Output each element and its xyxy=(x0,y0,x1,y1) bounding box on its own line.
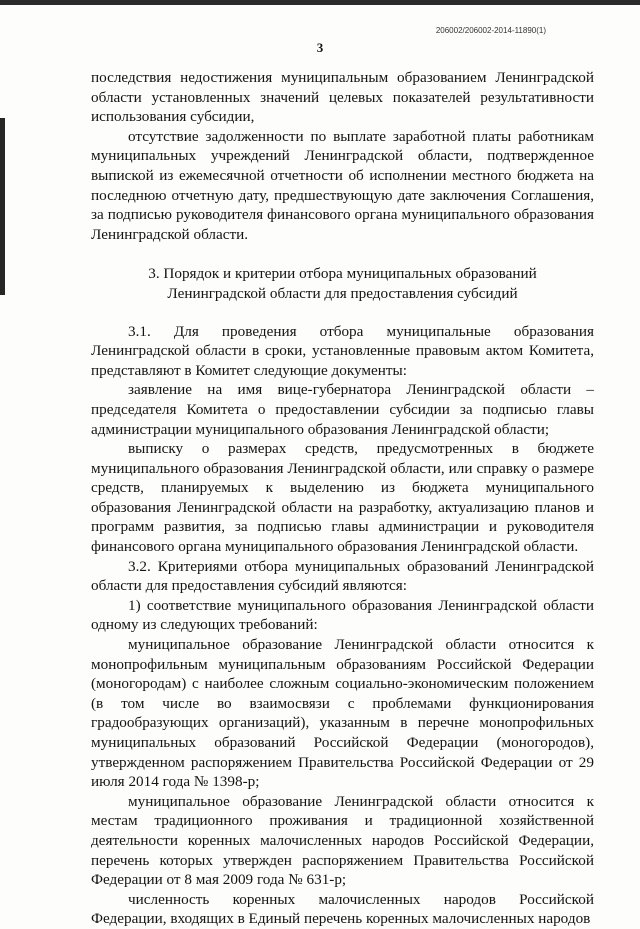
section-title-line-1: 3. Порядок и критерии отбора муниципальных образований xyxy=(148,265,537,283)
document-body xyxy=(91,68,594,929)
paragraph: последствия недостижения муниципальным образованием Ленинградской области установленных значений целевых показателей результативности использования субсидии, xyxy=(91,69,594,126)
paragraph: муниципальное образование Ленинградской области относится к монопрофильным муниципальным образованиям Российской Федерации (моногородам) с наиболее сложным социально-экономическим положением (в том числе во взаимосвязи с проблемами функционирования градообразующих организаций), указанным в перечне монопрофильных муниципальных образований Российской Федерации (моногородов), утвержденном распоряжением Правительства Российской Федерации от 29 июля 2014 года № 1398-р; xyxy=(91,636,594,791)
page-number: 3 xyxy=(316,40,324,55)
paragraph: 3.2. Критериями отбора муниципальных образований Ленинградской области для предоставления субсидий являются: xyxy=(91,557,594,595)
paragraph: муниципальное образование Ленинградской области относится к местам традиционного проживания и традиционной хозяйственной деятельности коренных малочисленных народов Российской Федерации, перечень которых утвержден распоряжением Правительства Российской Федерации от 8 мая 2009 года № 631-р; xyxy=(91,792,594,889)
paragraph: отсутствие задолженности по выплате заработной платы работникам муниципальных учреждений Ленинградской области, подтвержденное выпиской из ежемесячной отчетности об исполнении местного бюджета на последнюю отчетную дату, предшествующую дате заключения Соглашения, за подписью руководителя финансового органа муниципального образования Ленинградской области. xyxy=(91,127,594,243)
section-title xyxy=(91,264,594,303)
paragraph: заявление на имя вице-губернатора Ленинградской области – председателя Комитета о предоставлении субсидии за подписью главы администрации муниципального образования Ленинградской области; xyxy=(91,381,594,438)
section-title-line-2: Ленинградской области для предоставления субсидий xyxy=(167,284,518,302)
document-code: 206002/206002-2014-11890(1) xyxy=(435,26,546,35)
left-margin-mark xyxy=(0,118,5,295)
paragraph: выписку о размерах средств, предусмотренных в бюджете муниципального образования Ленинградской области, или справку о размере средств, планируемых к выделению из бюджета муниципального образования Ленинградской области на разработку, актуализацию планов и программ развития, за подписью главы администрации и руководителя финансового органа муниципального образования Ленинградской области. xyxy=(91,440,594,556)
top-scan-rule xyxy=(0,0,640,5)
paragraph: 1) соответствие муниципального образования Ленинградской области одному из следующих требований: xyxy=(91,596,594,634)
paragraph: численность коренных малочисленных народов Российской Федерации, входящих в Единый перечень коренных малочисленных народов xyxy=(91,890,594,928)
paragraph: 3.1. Для проведения отбора муниципальные образования Ленинградской области в сроки, установленные правовым актом Комитета, представляют в Комитет следующие документы: xyxy=(91,322,594,379)
